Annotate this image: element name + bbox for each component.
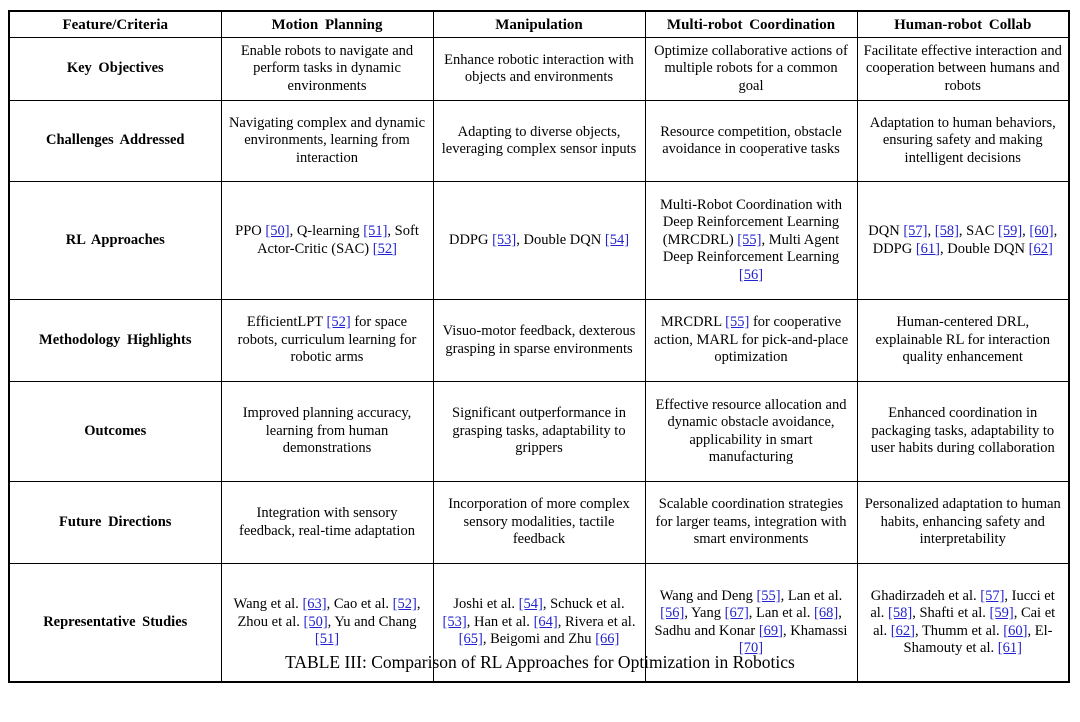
citation-link[interactable]: [70] <box>738 639 764 656</box>
table-cell: Ghadirzadeh et al. [57], Iucci et al. [58], Shafti et al. [59], Cai et al. [62], Thumm et al. [60], El-Shamouty et al. [61] <box>857 564 1069 683</box>
citation-link[interactable]: [58] <box>888 605 913 622</box>
table-cell: Human-centered DRL, explainable RL for interaction quality enhancement <box>857 300 1069 382</box>
table-cell: Significant outperformance in grasping tasks, adaptability to grippers <box>433 382 645 482</box>
table-cell: DQN [57], [58], SAC [59], [60], DDPG [61], Double DQN [62] <box>857 182 1069 300</box>
citation-link[interactable]: [55] <box>756 587 781 604</box>
citation-link[interactable]: [54] <box>604 231 630 248</box>
citation-link[interactable]: [63] <box>302 596 327 613</box>
table-cell: Multi-Robot Coordination with Deep Reinforcement Learning (MRCDRL) [55], Multi Agent Deep Reinforcement Learning [56] <box>645 182 857 300</box>
table-row <box>9 482 1069 564</box>
citation-link[interactable]: [51] <box>363 223 388 240</box>
table-cell: Scalable coordination strategies for larger teams, integration with smart environments <box>645 482 857 564</box>
citation-link[interactable]: [69] <box>758 622 784 639</box>
table-row <box>9 300 1069 382</box>
citation-link[interactable]: [53] <box>442 613 467 630</box>
row-label: Methodology Highlights <box>9 300 221 382</box>
table-cell: Effective resource allocation and dynamic obstacle avoidance, applicability in smart manufacturing <box>645 382 857 482</box>
table-cell: Wang et al. [63], Cao et al. [52], Zhou et al. [50], Yu and Chang [51] <box>221 564 433 683</box>
comparison-table <box>8 10 1070 683</box>
table-cell: Enhanced coordination in packaging tasks, adaptability to user habits during collaboration <box>857 382 1069 482</box>
table-cell: Resource competition, obstacle avoidance in cooperative tasks <box>645 101 857 182</box>
table-cell: Navigating complex and dynamic environments, learning from interaction <box>221 101 433 182</box>
citation-link[interactable]: [55] <box>725 314 750 331</box>
table-row <box>9 101 1069 182</box>
table-cell: Integration with sensory feedback, real-time adaptation <box>221 482 433 564</box>
citation-link[interactable]: [67] <box>724 605 749 622</box>
table-cell: Wang and Deng [55], Lan et al. [56], Yang [67], Lan et al. [68], Sadhu and Konar [69], Khamassi [70] <box>645 564 857 683</box>
citation-link[interactable]: [65] <box>458 631 483 648</box>
table-cell: PPO [50], Q-learning [51], Soft Actor-Critic (SAC) [52] <box>221 182 433 300</box>
citation-link[interactable]: [59] <box>998 223 1023 240</box>
table-body <box>9 38 1069 683</box>
column-header: Manipulation <box>433 11 645 38</box>
table-cell: Adapting to diverse objects, leveraging complex sensor inputs <box>433 101 645 182</box>
citation-link[interactable]: [56] <box>660 605 685 622</box>
header-row <box>9 11 1069 38</box>
citation-link[interactable]: [55] <box>737 231 762 248</box>
table-caption: TABLE III: Comparison of RL Approaches for Optimization in Robotics <box>285 652 795 672</box>
table-cell: MRCDRL [55] for cooperative action, MARL for pick-and-place optimization <box>645 300 857 382</box>
table-wrap <box>8 10 1070 683</box>
table-cell: EfficientLPT [52] for space robots, curriculum learning for robotic arms <box>221 300 433 382</box>
table-cell: Enhance robotic interaction with objects and environments <box>433 38 645 101</box>
table-cell: Adaptation to human behaviors, ensuring safety and making intelligent decisions <box>857 101 1069 182</box>
citation-link[interactable]: [53] <box>492 231 517 248</box>
row-label: Future Directions <box>9 482 221 564</box>
citation-link[interactable]: [62] <box>1028 240 1053 257</box>
row-label: Representative Studies <box>9 564 221 683</box>
citation-link[interactable]: [62] <box>890 622 915 639</box>
row-label: Outcomes <box>9 382 221 482</box>
row-label: Challenges Addressed <box>9 101 221 182</box>
citation-link[interactable]: [60] <box>1029 223 1054 240</box>
citation-link[interactable]: [61] <box>997 639 1022 656</box>
citation-link[interactable]: [50] <box>303 613 328 630</box>
citation-link[interactable]: [60] <box>1003 622 1028 639</box>
table-cell: Joshi et al. [54], Schuck et al. [53], Han et al. [64], Rivera et al. [65], Beigomi and Zhu [66] <box>433 564 645 683</box>
row-label: Key Objectives <box>9 38 221 101</box>
citation-link[interactable]: [59] <box>989 605 1014 622</box>
table-row <box>9 38 1069 101</box>
column-header: Feature/Criteria <box>9 11 221 38</box>
row-label: RL Approaches <box>9 182 221 300</box>
citation-link[interactable]: [57] <box>903 223 928 240</box>
table-header <box>9 11 1069 38</box>
column-header: Motion Planning <box>221 11 433 38</box>
column-header: Multi-robot Coordination <box>645 11 857 38</box>
citation-link[interactable]: [61] <box>915 240 940 257</box>
citation-link[interactable]: [50] <box>265 223 290 240</box>
table-cell: DDPG [53], Double DQN [54] <box>433 182 645 300</box>
citation-link[interactable]: [52] <box>372 240 397 257</box>
citation-link[interactable]: [58] <box>934 223 959 240</box>
table-cell: Incorporation of more complex sensory modalities, tactile feedback <box>433 482 645 564</box>
citation-link[interactable]: [66] <box>595 631 620 648</box>
citation-link[interactable]: [52] <box>392 596 417 613</box>
table-cell: Personalized adaptation to human habits, enhancing safety and interpretability <box>857 482 1069 564</box>
column-header: Human-robot Collab <box>857 11 1069 38</box>
table-row <box>9 382 1069 482</box>
citation-link[interactable]: [56] <box>738 266 764 283</box>
citation-link[interactable]: [68] <box>814 605 839 622</box>
citation-link[interactable]: [51] <box>314 631 340 648</box>
citation-link[interactable]: [52] <box>326 314 351 331</box>
citation-link[interactable]: [57] <box>980 587 1005 604</box>
citation-link[interactable]: [64] <box>533 613 558 630</box>
table-row <box>9 182 1069 300</box>
table-cell: Enable robots to navigate and perform tasks in dynamic environments <box>221 38 433 101</box>
table-cell: Facilitate effective interaction and cooperation between humans and robots <box>857 38 1069 101</box>
table-cell: Visuo-motor feedback, dexterous grasping in sparse environments <box>433 300 645 382</box>
table-cell: Improved planning accuracy, learning from human demonstrations <box>221 382 433 482</box>
table-cell: Optimize collaborative actions of multiple robots for a common goal <box>645 38 857 101</box>
citation-link[interactable]: [54] <box>518 596 543 613</box>
